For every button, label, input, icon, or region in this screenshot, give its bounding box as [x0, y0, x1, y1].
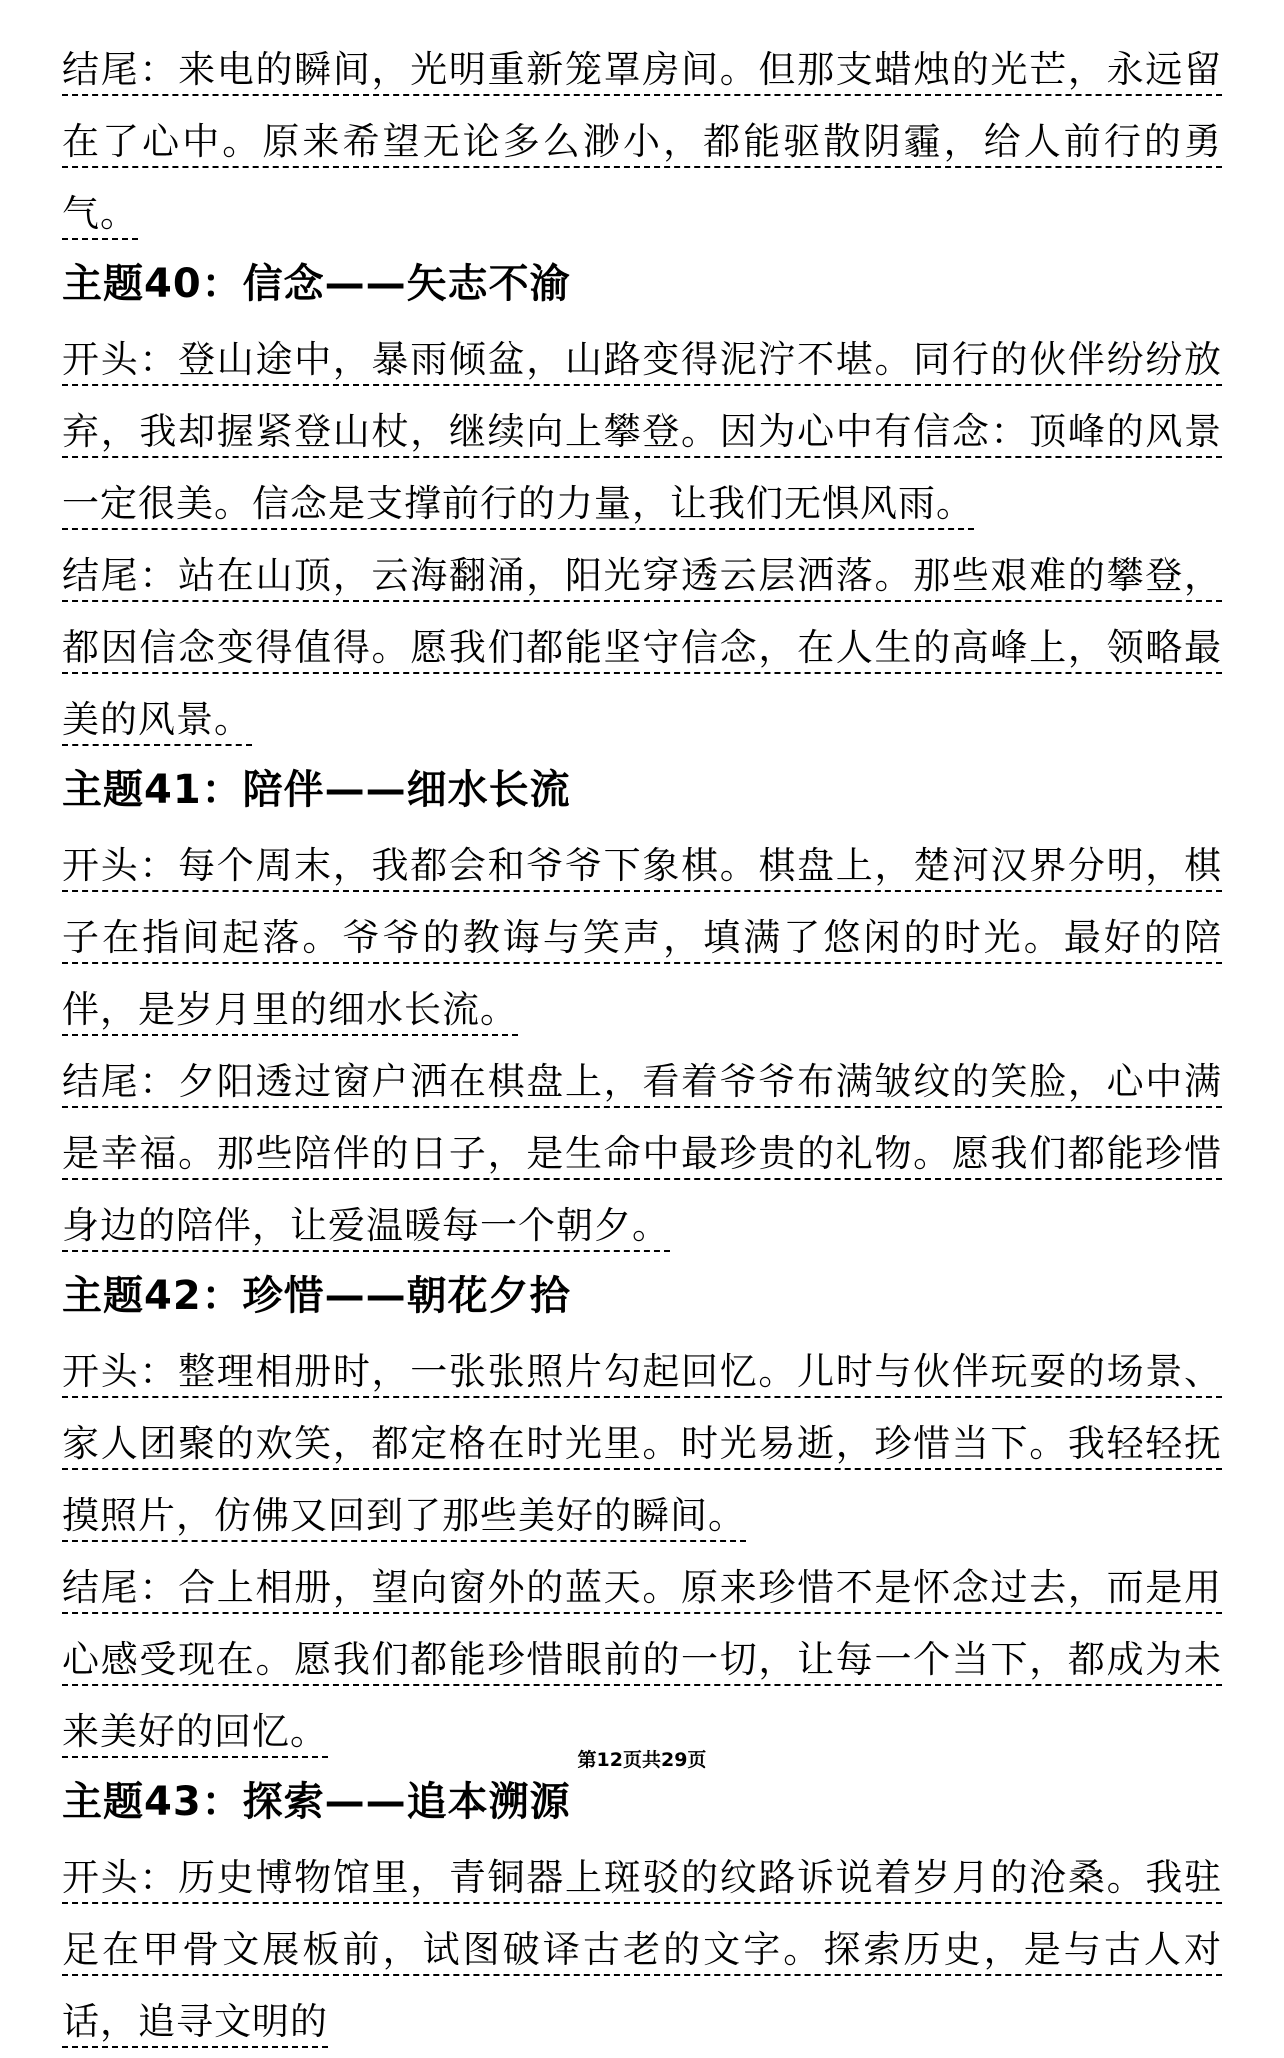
ending-paragraph-40 [62, 540, 1222, 756]
ending-text: 结尾：夕阳透过窗户洒在棋盘上，看着爷爷布满皱纹的笑脸，心中满是幸福。那些陪伴的日子，是生命中最珍贵的礼物。愿我们都能珍惜身边的陪伴，让爱温暖每一个朝夕。 [62, 1060, 1222, 1252]
ending-text: 结尾：来电的瞬间，光明重新笼罩房间。但那支蜡烛的光芒，永远留在了心中。原来希望无论多么渺小，都能驱散阴霾，给人前行的勇气。 [62, 48, 1222, 240]
topic-heading-42: 主题42：珍惜——朝花夕拾 [62, 1273, 571, 1319]
topic-heading-40: 主题40：信念——矢志不渝 [62, 261, 571, 307]
opening-paragraph-40 [62, 324, 1222, 540]
opening-paragraph-42 [62, 1336, 1222, 1552]
ending-text: 结尾：站在山顶，云海翻涌，阳光穿透云层洒落。那些艰难的攀登，都因信念变得值得。愿我们都能坚守信念，在人生的高峰上，领略最美的风景。 [62, 554, 1222, 746]
topic-heading-41: 主题41：陪伴——细水长流 [62, 767, 571, 813]
opening-text: 开头：历史博物馆里，青铜器上斑驳的纹路诉说着岁月的沧桑。我驻足在甲骨文展板前，试图破译古老的文字。探索历史，是与古人对话，追寻文明的 [62, 1856, 1222, 2048]
ending-text: 结尾：合上相册，望向窗外的蓝天。原来珍惜不是怀念过去，而是用心感受现在。愿我们都能珍惜眼前的一切，让每一个当下，都成为未来美好的回忆。 [62, 1566, 1222, 1758]
topic-heading-43: 主题43：探索——追本溯源 [62, 1779, 571, 1825]
opening-text: 开头：每个周末，我都会和爷爷下象棋。棋盘上，楚河汉界分明，棋子在指间起落。爷爷的教诲与笑声，填满了悠闲的时光。最好的陪伴，是岁月里的细水长流。 [62, 844, 1222, 1036]
ending-paragraph-39 [62, 34, 1222, 250]
opening-text: 开头：登山途中，暴雨倾盆，山路变得泥泞不堪。同行的伙伴纷纷放弃，我却握紧登山杖，继续向上攀登。因为心中有信念：顶峰的风景一定很美。信念是支撑前行的力量，让我们无惧风雨。 [62, 338, 1222, 530]
opening-paragraph-43 [62, 1842, 1222, 2058]
opening-paragraph-41 [62, 830, 1222, 1046]
ending-paragraph-42 [62, 1552, 1222, 1768]
opening-text: 开头：整理相册时，一张张照片勾起回忆。儿时与伙伴玩耍的场景、家人团聚的欢笑，都定格在时光里。时光易逝，珍惜当下。我轻轻抚摸照片，仿佛又回到了那些美好的瞬间。 [62, 1350, 1222, 1542]
ending-paragraph-41 [62, 1046, 1222, 1262]
page-footer: 第12页共29页 [577, 1749, 707, 1771]
